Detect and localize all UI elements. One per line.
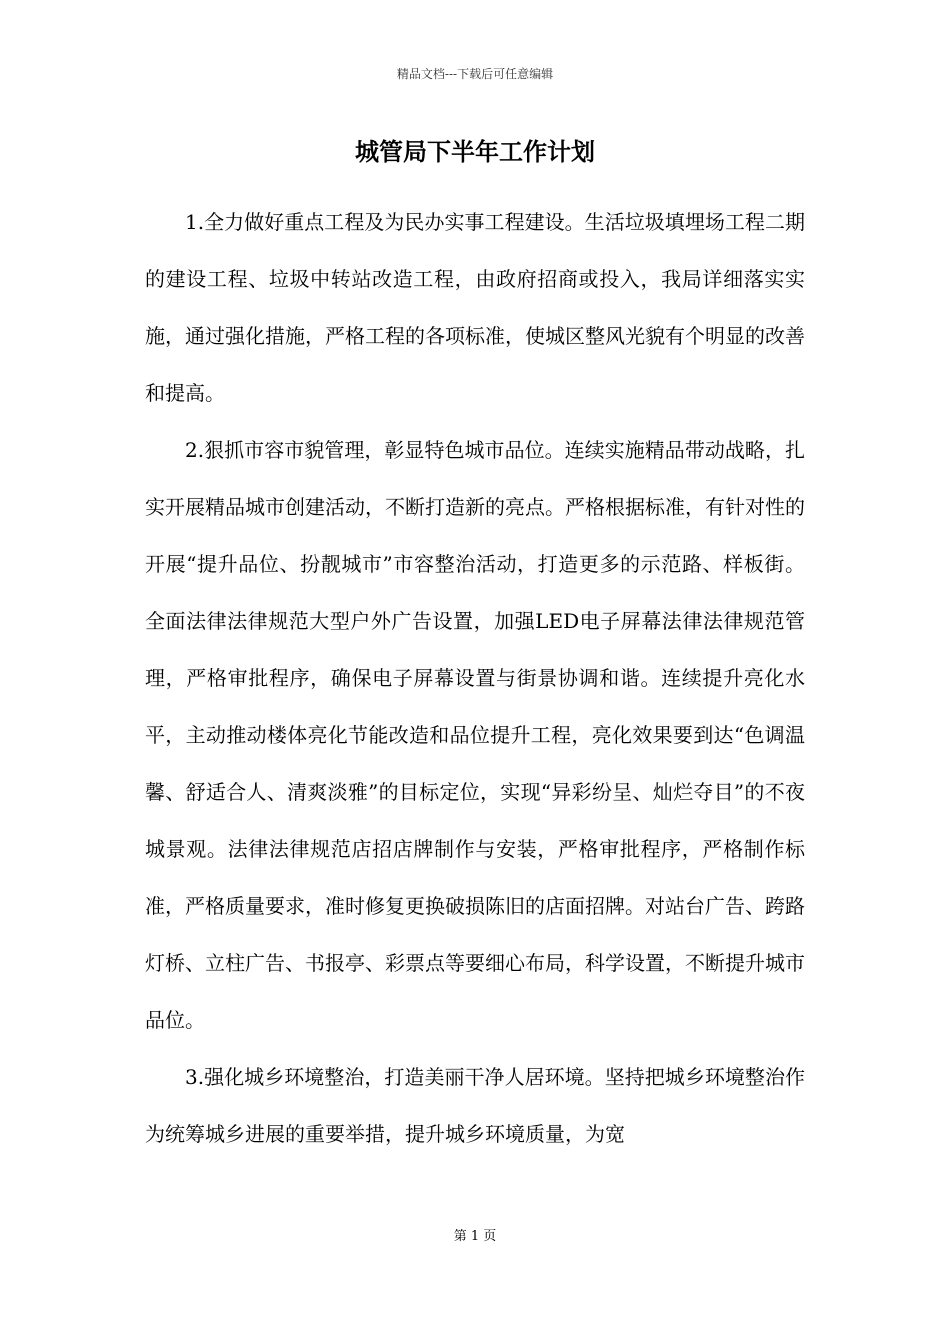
page-number: 第 1 页	[453, 1229, 497, 1244]
header-note: 精品文档---下载后可任意编辑	[396, 67, 554, 81]
paragraph-3: 3.强化城乡环境整治，打造美丽干净人居环境。坚持把城乡环境整治作为统筹城乡进展的重要举措，提升城乡环境质量，为宽	[145, 1065, 805, 1146]
document-title: 城管局下半年工作计划	[355, 137, 595, 166]
paragraph-2: 2.狠抓市容市貌管理，彰显特色城市品位。连续实施精品带动战略，扎实开展精品城市创建活动，不断打造新的亮点。严格根据标准，有针对性的开展“提升品位、扮靓城市”市容整治活动，打造更多的示范路、样板街。全面法律法律规范大型户外广告设置，加强LED电子屏幕法律法律规范管理，严格审批程序，确保电子屏幕设置与街景协调和谐。连续提升亮化水平，主动推动楼体亮化节能改造和品位提升工程，亮化效果要到达“色调温馨、舒适合人、清爽淡雅”的目标定位，实现“异彩纷呈、灿烂夺目”的不夜城景观。法律法律规范店招店牌制作与安装，严格审批程序，严格制作标准，严格质量要求，准时修复更换破损陈旧的店面招牌。对站台广告、跨路灯桥、立柱广告、书报亭、彩票点等要细心布局，科学设置，不断提升城市品位。	[145, 438, 805, 1032]
paragraph-1: 1.全力做好重点工程及为民办实事工程建设。生活垃圾填埋场工程二期的建设工程、垃圾中转站改造工程，由政府招商或投入，我局详细落实实施，通过强化措施，严格工程的各项标准，使城区整风光貌有个明显的改善和提高。	[145, 210, 805, 405]
document-body	[145, 194, 805, 1163]
